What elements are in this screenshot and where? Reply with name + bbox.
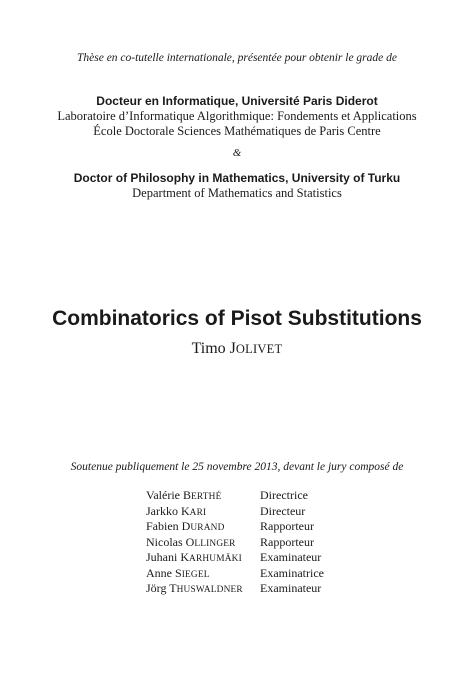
jury-member-role: Examinateur [260, 550, 322, 564]
jury-first-name: Anne [146, 565, 172, 580]
jury-member [146, 582, 324, 598]
jury-member [146, 551, 324, 567]
jury-member-role: Examinateur [260, 581, 322, 595]
jury-last-rest: LLINGER [194, 538, 236, 549]
jury-member-name [146, 520, 260, 536]
jury-first-name: Jarkko [146, 503, 178, 518]
jury-member-name [146, 536, 260, 552]
jury-member-name [146, 582, 260, 598]
jury-member-name [146, 505, 260, 521]
jury-member-role: Directrice [260, 488, 308, 502]
jury-last-rest: IEGEL [181, 569, 210, 580]
jury-member [146, 567, 324, 583]
degree-paris-lab: Laboratoire d’Informatique Algorithmique: Fondements et Applications [57, 109, 417, 123]
jury-last-initial: T [169, 581, 177, 595]
jury-last-initial: D [181, 519, 191, 533]
jury-member-role: Directeur [260, 503, 306, 518]
jury-last-initial: B [182, 488, 191, 502]
ampersand: & [232, 147, 242, 159]
jury-member-name [146, 551, 260, 567]
jury-last-initial: K [181, 503, 190, 518]
author-last-initial: J [229, 340, 236, 357]
jury-list [146, 489, 324, 598]
degree-paris-title: Docteur en Informatique, Université Paris Diderot [96, 94, 378, 108]
author-name [0, 340, 474, 358]
jury-last-rest: URAND [190, 523, 225, 533]
jury-last-rest: ERTHÉ [191, 492, 222, 502]
defense-statement: Soutenue publiquement le 25 novembre 2013, devant le jury composé de [70, 461, 404, 473]
jury-member-role: Examinatrice [260, 565, 324, 580]
jury-last-rest: ARHUMÄKI [189, 554, 242, 564]
jury-member [146, 489, 324, 505]
thesis-title: Combinatorics of Pisot Substitutions [52, 307, 422, 330]
jury-member-role: Rapporteur [260, 519, 314, 533]
thesis-intro: Thèse en co-tutelle internationale, présentée pour obtenir le grade de [76, 52, 397, 64]
jury-member [146, 536, 324, 552]
degree-turku-title: Doctor of Philosophy in Mathematics, University of Turku [73, 171, 401, 185]
jury-member [146, 505, 324, 521]
jury-first-name: Valérie [146, 488, 180, 502]
jury-member [146, 520, 324, 536]
jury-member-name [146, 489, 260, 505]
jury-member-role: Rapporteur [260, 534, 314, 549]
jury-last-rest: HUSWALDNER [176, 585, 243, 595]
degree-turku-department: Department of Mathematics and Statistics [132, 186, 342, 200]
degree-paris-school: École Doctorale Sciences Mathématiques de Paris Centre [93, 124, 381, 138]
jury-last-initial: S [175, 565, 182, 580]
jury-last-initial: K [180, 550, 190, 564]
jury-first-name: Juhani [146, 550, 178, 564]
author-first-name: Timo [191, 340, 226, 357]
jury-last-initial: O [185, 534, 195, 549]
jury-member-name [146, 567, 260, 583]
jury-first-name: Jörg [146, 581, 167, 595]
author-last-rest: OLIVET [235, 342, 283, 356]
jury-last-rest: ARI [189, 507, 207, 518]
jury-first-name: Nicolas [146, 534, 183, 549]
jury-first-name: Fabien [146, 519, 179, 533]
